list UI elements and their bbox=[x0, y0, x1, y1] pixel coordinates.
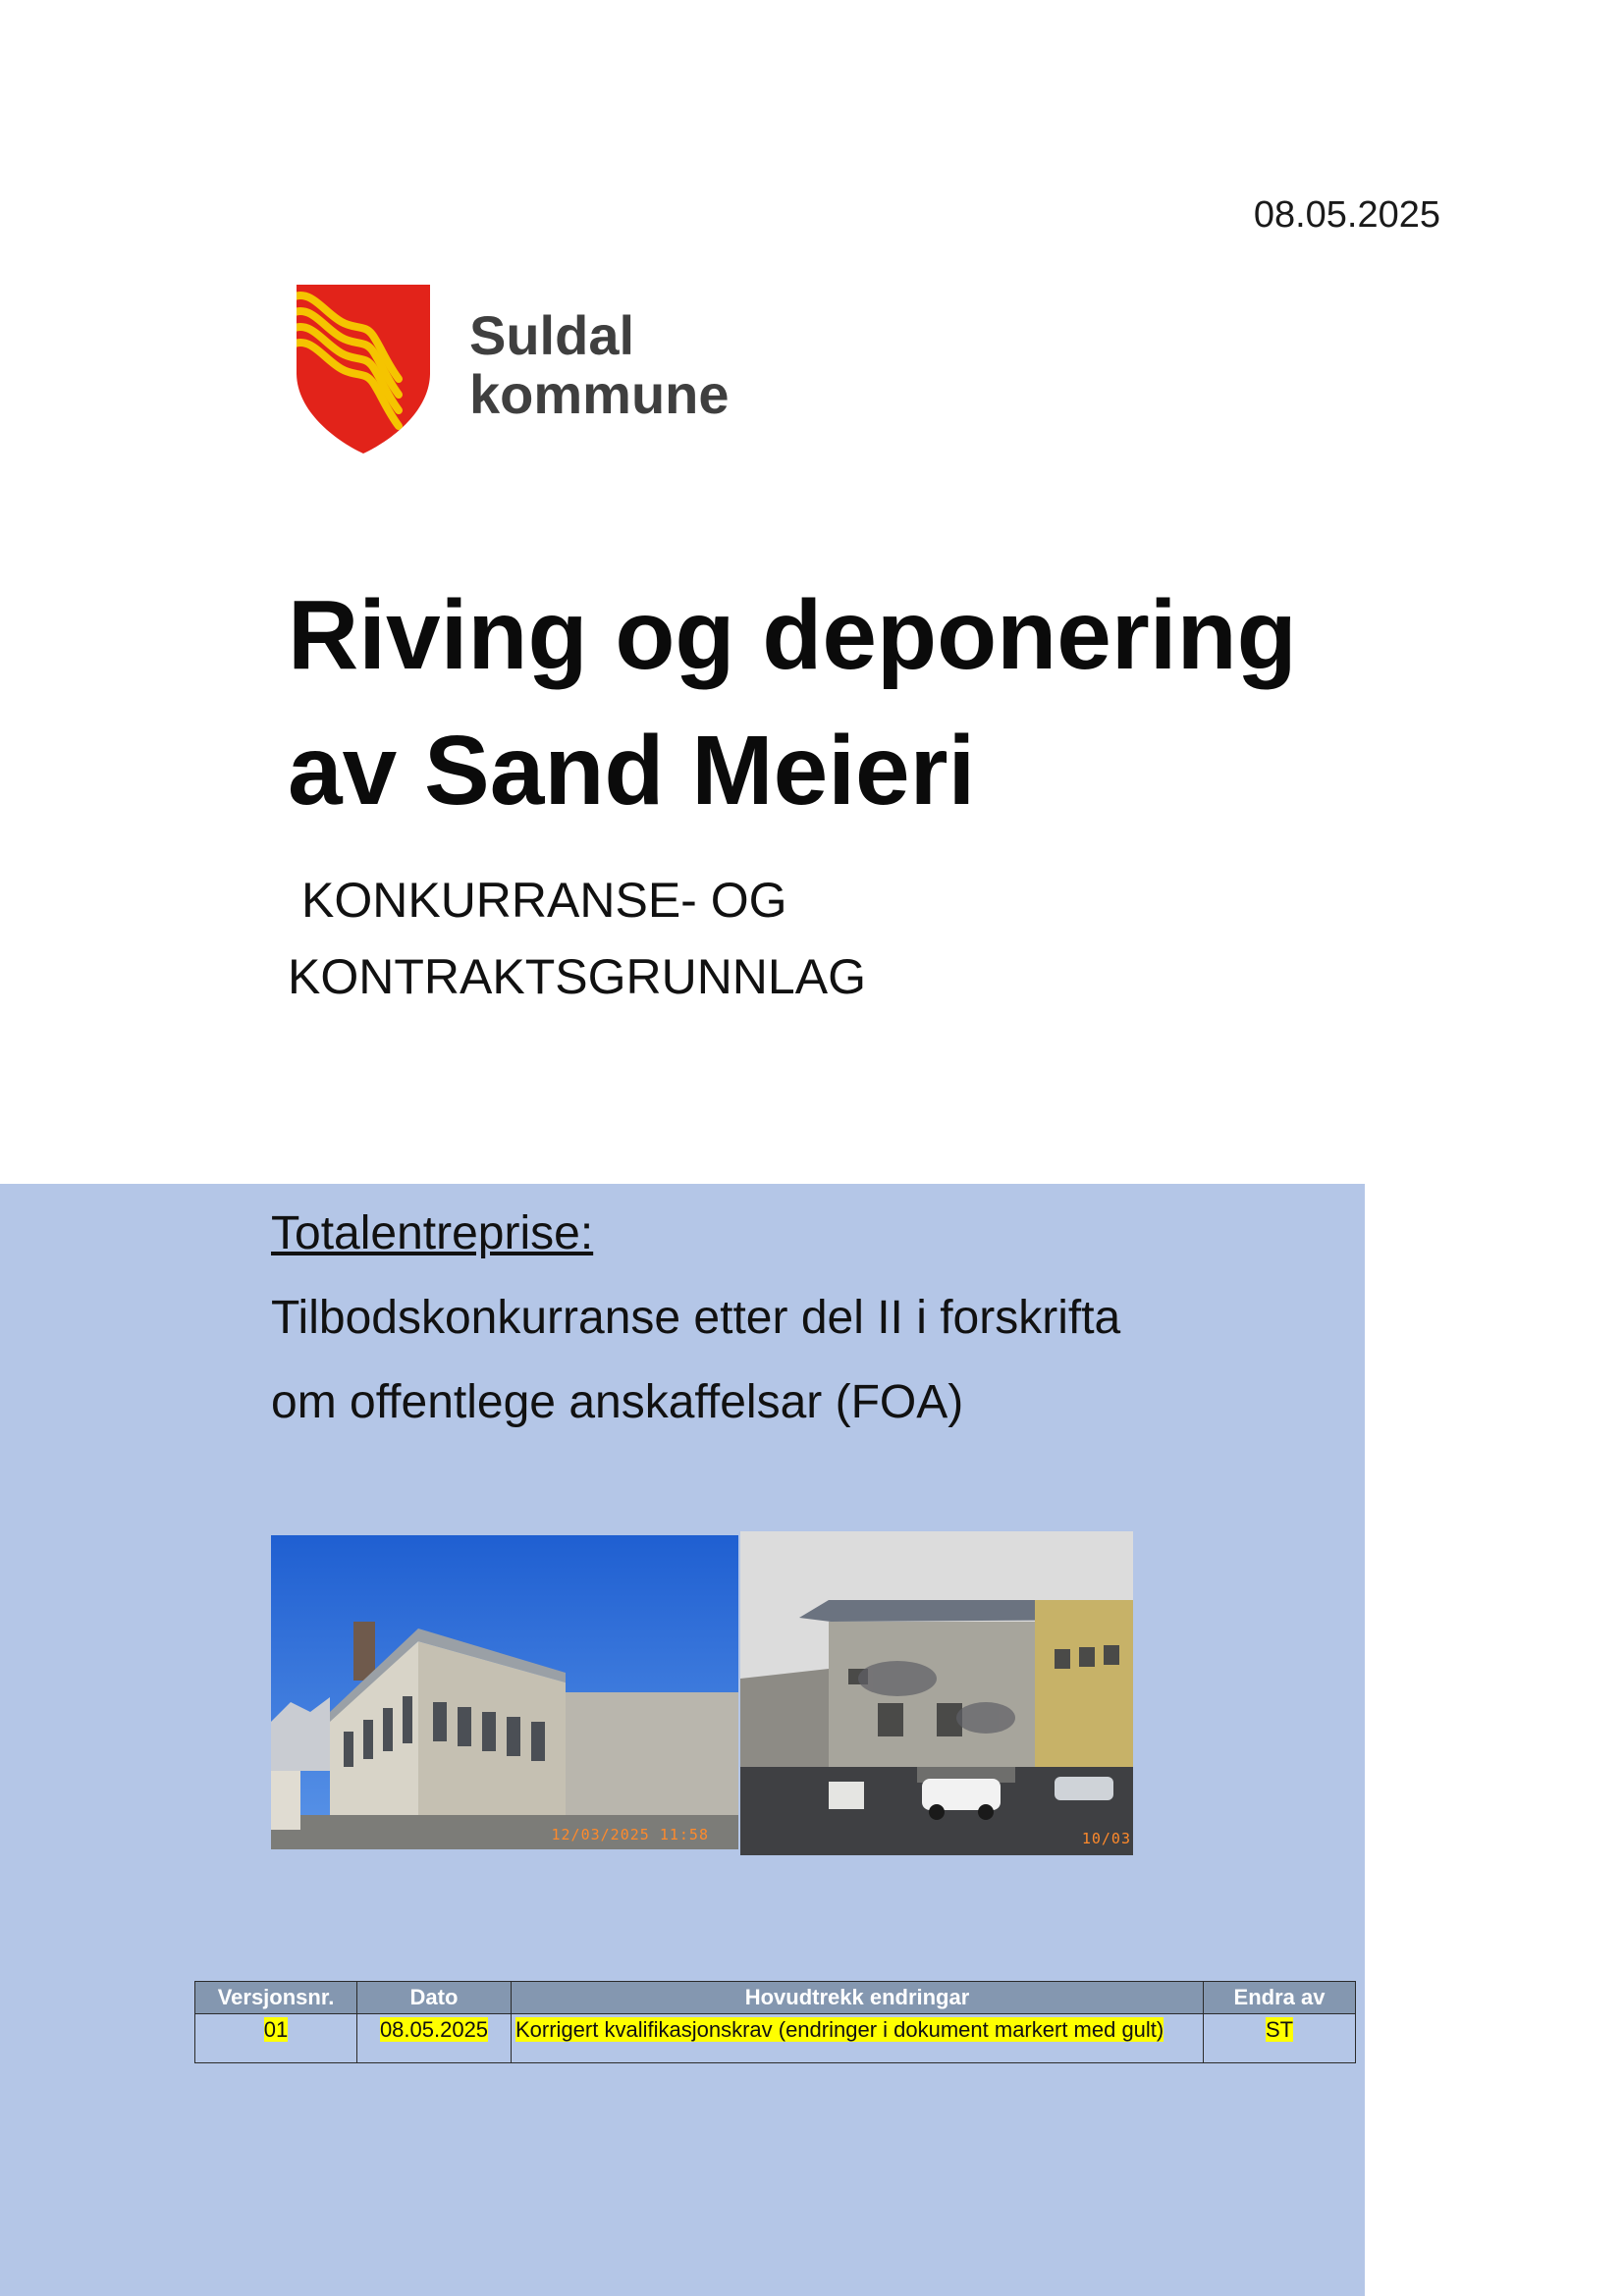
revision-table bbox=[194, 1981, 1356, 2063]
photo-timestamp: 12/03/2025 11:58 bbox=[551, 1826, 709, 1843]
procurement-line-2: om offentlege anskaffelsar (FOA) bbox=[271, 1376, 964, 1428]
title-line-1: Riving og deponering bbox=[288, 580, 1297, 690]
cell-changed-by bbox=[1204, 2014, 1356, 2063]
column-header-date: Dato bbox=[357, 1982, 512, 2014]
title-line-2: av Sand Meieri bbox=[288, 716, 976, 826]
document-subtitle bbox=[288, 862, 866, 1015]
subtitle-line-1: KONKURRANSE- OG bbox=[301, 873, 787, 928]
changed-by-value: ST bbox=[1265, 2017, 1294, 2042]
subtitle-line-2: KONTRAKTSGRUNNLAG bbox=[288, 949, 866, 1004]
version-value: 01 bbox=[263, 2017, 289, 2042]
document-date: 08.05.2025 bbox=[1253, 194, 1440, 236]
date-value: 08.05.2025 bbox=[379, 2017, 489, 2042]
cell-version bbox=[195, 2014, 357, 2063]
procurement-line-1: Tilbodskonkurranse etter del II i forskrifta bbox=[271, 1292, 1121, 1344]
procurement-info bbox=[271, 1192, 1120, 1445]
changes-value: Korrigert kvalifikasjonskrav (endringer i dokument markert med gult) bbox=[515, 2017, 1164, 2042]
column-header-version: Versjonsnr. bbox=[195, 1982, 357, 2014]
column-header-changes: Hovudtrekk endringar bbox=[512, 1982, 1204, 2014]
municipality-logo bbox=[295, 283, 766, 459]
table-header-row bbox=[195, 1982, 1356, 2014]
procurement-heading: Totalentreprise: bbox=[271, 1207, 594, 1259]
document-title bbox=[288, 567, 1368, 838]
table-row bbox=[195, 2014, 1356, 2063]
cell-changes bbox=[512, 2014, 1204, 2063]
building-photo-overcast bbox=[740, 1531, 1133, 1855]
coat-of-arms-icon bbox=[295, 283, 432, 455]
building-photo-sunny bbox=[271, 1535, 738, 1849]
cell-date bbox=[357, 2014, 512, 2063]
logo-text-line-2: kommune bbox=[469, 363, 730, 425]
photo-timestamp: 10/03 bbox=[1081, 1830, 1131, 1847]
column-header-changed-by: Endra av bbox=[1204, 1982, 1356, 2014]
building-photo-image bbox=[271, 1535, 738, 1849]
building-photo-image bbox=[740, 1531, 1133, 1855]
logo-text-line-1: Suldal bbox=[469, 304, 635, 366]
building-photos bbox=[271, 1531, 1133, 1855]
